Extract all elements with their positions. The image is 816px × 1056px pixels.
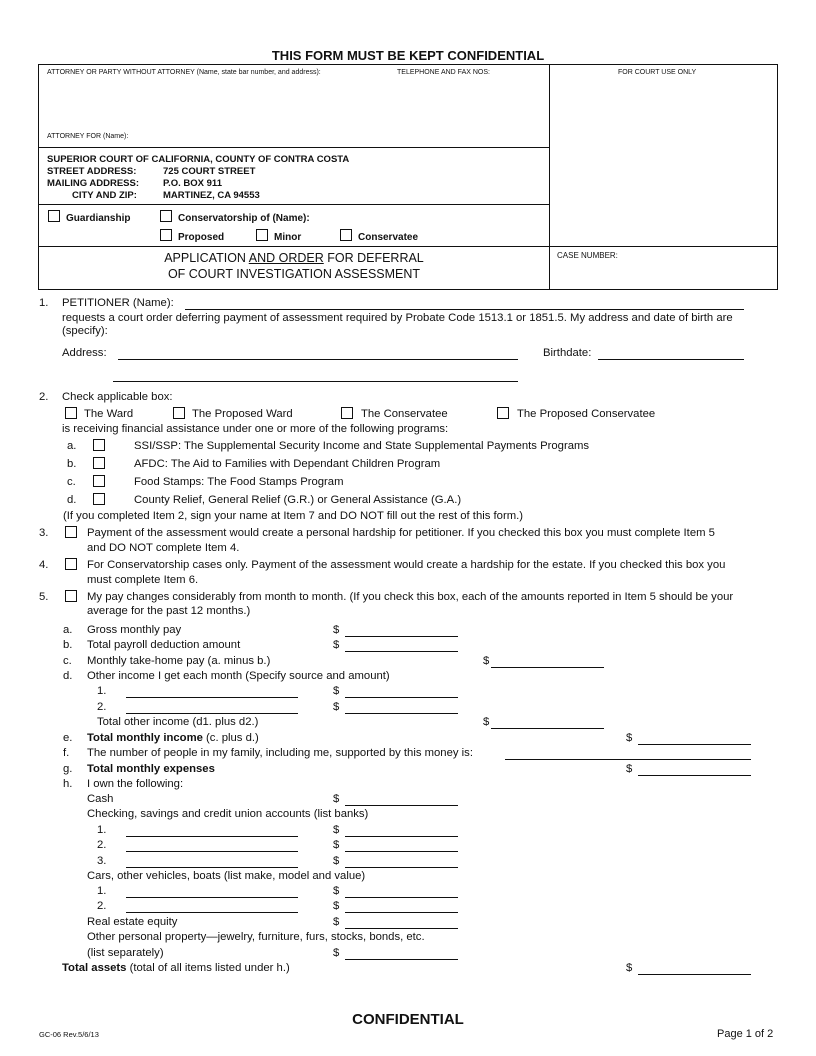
item4-text-line2: must complete Item 6.	[87, 574, 199, 586]
total-assets-note: (total of all items listed under h.)	[126, 962, 290, 974]
list-separately-label: (list separately)	[87, 947, 164, 959]
family-size-label: The number of people in my family, including me, supported by this money is:	[87, 747, 473, 759]
other-income-amount-1[interactable]	[345, 697, 458, 698]
own-following-label: I own the following:	[87, 778, 184, 790]
title-part-c: FOR DEFERRAL	[323, 251, 424, 265]
dollar-sign: $	[333, 916, 340, 928]
court-box-bottom	[38, 204, 550, 205]
other-income-source-1[interactable]	[126, 697, 298, 698]
line-letter: h.	[63, 778, 73, 790]
total-other-income-field[interactable]	[491, 728, 604, 729]
gross-pay-label: Gross monthly pay	[87, 624, 182, 636]
receiving-assistance-text: is receiving financial assistance under one or more of the following programs:	[62, 423, 449, 435]
line-letter: d.	[63, 670, 73, 682]
court-use-label: FOR COURT USE ONLY	[618, 69, 697, 76]
dollar-sign: $	[626, 962, 633, 974]
program-afdc-label: AFDC: The Aid to Families with Dependant Children Program	[134, 458, 441, 470]
item2-check-label: Check applicable box:	[62, 391, 173, 403]
vehicles-label: Cars, other vehicles, boats (list make, model and value)	[87, 870, 366, 882]
item2-number: 2.	[39, 391, 49, 403]
total-assets-label	[62, 962, 290, 974]
program-letter: b.	[67, 458, 77, 470]
vehicle-desc-1[interactable]	[126, 897, 298, 898]
dollar-sign: $	[626, 763, 633, 775]
court-name: SUPERIOR COURT OF CALIFORNIA, COUNTY OF CONTRA COSTA	[47, 154, 350, 165]
mailing-address-label: MAILING ADDRESS:	[47, 178, 140, 189]
city-zip-value: MARTINEZ, CA 94553	[163, 190, 260, 201]
item1-text-line2: (specify):	[62, 325, 108, 337]
line-letter: a.	[63, 624, 73, 636]
program-ssi-label: SSI/SSP: The Supplemental Security Income and State Supplemental Payments Programs	[134, 440, 590, 452]
sub-number: 1.	[97, 685, 107, 697]
total-monthly-expenses-label: Total monthly expenses	[87, 763, 215, 775]
total-assets-field[interactable]	[638, 974, 751, 975]
vehicle-value-1[interactable]	[345, 897, 458, 898]
line-letter: f.	[63, 747, 70, 759]
case-number-label: CASE NUMBER:	[557, 251, 618, 260]
item3-number: 3.	[39, 527, 49, 539]
item5-checkbox[interactable]	[65, 590, 77, 602]
minor-label: Minor	[274, 232, 302, 243]
real-estate-field[interactable]	[345, 928, 458, 929]
take-home-pay-label: Monthly take-home pay (a. minus b.)	[87, 655, 271, 667]
proposed-checkbox[interactable]	[160, 229, 172, 241]
item2-note: (If you completed Item 2, sign your name at Item 7 and DO NOT fill out the rest of this form.)	[63, 510, 524, 522]
item1-number: 1.	[39, 297, 49, 309]
attorney-box-bottom	[38, 147, 550, 148]
form-title-line1	[38, 251, 550, 265]
dollar-sign: $	[333, 839, 340, 851]
title-box-top	[38, 246, 778, 247]
dollar-sign: $	[333, 855, 340, 867]
proposed-ward-checkbox[interactable]	[173, 407, 185, 419]
minor-checkbox[interactable]	[256, 229, 268, 241]
program-letter: c.	[67, 476, 76, 488]
petitioner-name-field[interactable]	[185, 309, 744, 310]
conservatorship-checkbox[interactable]	[160, 210, 172, 222]
total-assets-bold: Total assets	[62, 962, 127, 974]
sub-number: 1.	[97, 824, 107, 836]
ward-checkbox[interactable]	[65, 407, 77, 419]
address-label: Address:	[62, 347, 107, 359]
total-monthly-expenses-field[interactable]	[638, 775, 751, 776]
proposed-conservatee-label: The Proposed Conservatee	[517, 408, 656, 420]
dollar-sign: $	[333, 793, 340, 805]
vehicle-value-2[interactable]	[345, 912, 458, 913]
program-ssi-checkbox[interactable]	[93, 439, 105, 451]
street-address-value: 725 COURT STREET	[163, 166, 256, 177]
checking-accounts-label: Checking, savings and credit union accounts (list banks)	[87, 808, 369, 820]
dollar-sign: $	[483, 655, 490, 667]
item4-number: 4.	[39, 559, 49, 571]
total-monthly-income-label	[87, 732, 259, 744]
total-monthly-income-bold: Total monthly income	[87, 732, 203, 744]
dollar-sign: $	[333, 885, 340, 897]
conservatee-label: Conservatee	[358, 232, 419, 243]
guardianship-checkbox[interactable]	[48, 210, 60, 222]
dollar-sign: $	[333, 824, 340, 836]
dollar-sign: $	[333, 947, 340, 959]
proposed-label: Proposed	[178, 232, 225, 243]
form-id: GC-06 Rev.5/6/13	[39, 1030, 99, 1039]
proposed-ward-label: The Proposed Ward	[192, 408, 293, 420]
bank-name-1[interactable]	[126, 836, 298, 837]
item4-checkbox[interactable]	[65, 558, 77, 570]
cash-field[interactable]	[345, 805, 458, 806]
dollar-sign: $	[333, 624, 340, 636]
item3-text-line2: and DO NOT complete Item 4.	[87, 542, 240, 554]
payroll-deduction-label: Total payroll deduction amount	[87, 639, 241, 651]
other-income-label: Other income I get each month (Specify source and amount)	[87, 670, 390, 682]
bank-amount-1[interactable]	[345, 836, 458, 837]
bank-name-3[interactable]	[126, 867, 298, 868]
birthdate-field[interactable]	[598, 359, 744, 360]
item5-number: 5.	[39, 591, 49, 603]
total-monthly-income-field[interactable]	[638, 744, 751, 745]
program-afdc-checkbox[interactable]	[93, 457, 105, 469]
street-address-label: STREET ADDRESS:	[47, 166, 137, 177]
city-zip-label: CITY AND ZIP:	[72, 190, 137, 201]
birthdate-label: Birthdate:	[543, 347, 592, 359]
sub-number: 2.	[97, 900, 107, 912]
vehicle-desc-2[interactable]	[126, 912, 298, 913]
family-size-field[interactable]	[505, 759, 751, 760]
program-letter: d.	[67, 494, 77, 506]
address-field-line1[interactable]	[118, 359, 518, 360]
confidential-footer: CONFIDENTIAL	[352, 1011, 464, 1028]
conservatee-item2-checkbox[interactable]	[341, 407, 353, 419]
dollar-sign: $	[333, 685, 340, 697]
title-part-b: AND ORDER	[248, 251, 324, 265]
other-income-source-2[interactable]	[126, 713, 298, 714]
dollar-sign: $	[483, 716, 490, 728]
cash-label: Cash	[87, 793, 114, 805]
ward-label: The Ward	[84, 408, 134, 420]
attorney-label: ATTORNEY OR PARTY WITHOUT ATTORNEY (Name, state bar number, and address):	[47, 69, 321, 76]
dollar-sign: $	[333, 701, 340, 713]
total-monthly-income-note: (c. plus d.)	[202, 732, 259, 744]
conservatee-item2-label: The Conservatee	[361, 408, 448, 420]
program-letter: a.	[67, 440, 77, 452]
sub-number: 1.	[97, 885, 107, 897]
payroll-deduction-field[interactable]	[345, 651, 458, 652]
item1-text-line1: requests a court order deferring payment of assessment required by Probate Code 1513.1 or 1851.5. My address and date of birth are	[62, 312, 733, 324]
line-letter: e.	[63, 732, 73, 744]
dollar-sign: $	[333, 639, 340, 651]
program-food-stamps-label: Food Stamps: The Food Stamps Program	[134, 476, 344, 488]
take-home-pay-field[interactable]	[491, 667, 604, 668]
item5-text-line2: average for the past 12 months.)	[87, 605, 251, 617]
other-property-field[interactable]	[345, 959, 458, 960]
mailing-address-value: P.O. BOX 911	[163, 178, 222, 189]
line-letter: c.	[63, 655, 72, 667]
item3-text-line1: Payment of the assessment would create a personal hardship for petitioner. If you checked this box you must complete Item 5	[87, 527, 715, 539]
form-title-line2: OF COURT INVESTIGATION ASSESSMENT	[167, 267, 421, 281]
line-letter: g.	[63, 763, 73, 775]
other-income-amount-2[interactable]	[345, 713, 458, 714]
page-number: Page 1 of 2	[717, 1028, 774, 1040]
conservatorship-label: Conservatorship of (Name):	[178, 213, 310, 224]
conservatee-checkbox[interactable]	[340, 229, 352, 241]
sub-number: 2.	[97, 701, 107, 713]
bank-name-2[interactable]	[126, 851, 298, 852]
dollar-sign: $	[333, 900, 340, 912]
title-part-a: APPLICATION	[164, 251, 249, 265]
gross-pay-field[interactable]	[345, 636, 458, 637]
bank-amount-2[interactable]	[345, 851, 458, 852]
program-county-relief-checkbox[interactable]	[93, 493, 105, 505]
other-property-label: Other personal property—jewelry, furniture, furs, stocks, bonds, etc.	[87, 931, 425, 943]
real-estate-label: Real estate equity	[87, 916, 178, 928]
confidential-top-heading: THIS FORM MUST BE KEPT CONFIDENTIAL	[271, 48, 545, 63]
sub-number: 3.	[97, 855, 107, 867]
item3-checkbox[interactable]	[65, 526, 77, 538]
petitioner-label: PETITIONER (Name):	[62, 297, 174, 309]
program-food-stamps-checkbox[interactable]	[93, 475, 105, 487]
item4-text-line1: For Conservatorship cases only. Payment of the assessment would create a hardship for the estate. If you checked this box you	[87, 559, 726, 571]
program-county-relief-label: County Relief, General Relief (G.R.) or General Assistance (G.A.)	[134, 494, 462, 506]
attorney-for-label: ATTORNEY FOR (Name):	[47, 133, 129, 140]
guardianship-label: Guardianship	[66, 213, 131, 224]
line-letter: b.	[63, 639, 73, 651]
address-field-line2[interactable]	[113, 381, 518, 382]
sub-number: 2.	[97, 839, 107, 851]
total-other-income-label: Total other income (d1. plus d2.)	[97, 716, 259, 728]
bank-amount-3[interactable]	[345, 867, 458, 868]
dollar-sign: $	[626, 732, 633, 744]
item5-text-line1: My pay changes considerably from month to month. (If you check this box, each of the amounts reported in Item 5 should be your	[87, 591, 734, 603]
proposed-conservatee-checkbox[interactable]	[497, 407, 509, 419]
telephone-label: TELEPHONE AND FAX NOS:	[397, 69, 490, 76]
